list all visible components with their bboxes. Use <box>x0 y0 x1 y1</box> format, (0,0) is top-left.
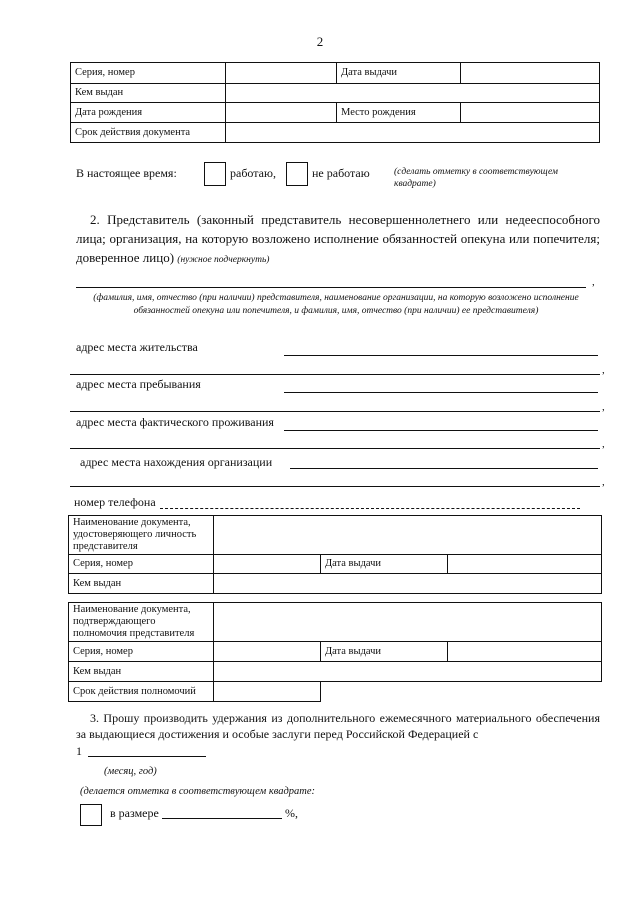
mark-note: (делается отметка в соответствующем квадрате: <box>80 786 316 797</box>
auth-doc-value[interactable] <box>214 603 602 642</box>
birth-place-label: Место рождения <box>337 103 461 123</box>
birth-date-value[interactable] <box>226 103 337 123</box>
page-number: 2 <box>316 34 324 49</box>
phone-label: номер телефона <box>74 495 156 509</box>
amount-label: в размере <box>110 806 159 820</box>
issue-date-value[interactable] <box>461 63 600 84</box>
representative-name-line[interactable] <box>76 287 586 288</box>
rep-issued-by-label: Кем выдан <box>69 574 214 594</box>
auth-issue-date-value[interactable] <box>448 642 602 662</box>
identity-document-table <box>70 62 600 143</box>
phone-line[interactable] <box>160 508 580 509</box>
auth-doc-label: Наименование документа, подтверждающего полномочия представителя <box>69 603 214 642</box>
representative-name-hint: (фамилия, имя, отчество (при наличии) представителя, наименование организации, на которую возложено исполнение обязанностей опекуна или попечителя, и фамилия, имя, отчество (при наличии) ее представителя) <box>93 293 579 316</box>
rep-series-label: Серия, номер <box>69 555 214 574</box>
percent-label: %, <box>285 806 298 820</box>
auth-validity-value[interactable] <box>214 682 321 702</box>
series-value[interactable] <box>226 63 337 84</box>
rep-doc-value[interactable] <box>214 516 602 555</box>
not-working-label: не работаю <box>312 166 370 180</box>
rep-series-value[interactable] <box>214 555 321 574</box>
actual-address-line[interactable] <box>284 430 598 431</box>
residence-address-line-2[interactable] <box>70 374 600 375</box>
rep-doc-label: Наименование документа, удостоверяющего личность представителя <box>69 516 214 555</box>
rep-issued-by-value[interactable] <box>214 574 602 594</box>
not-working-checkbox[interactable] <box>286 162 308 186</box>
stay-address-line[interactable] <box>284 392 598 393</box>
rep-issue-date-label: Дата выдачи <box>321 555 448 574</box>
employment-note: (сделать отметку в соответствующем квадрате) <box>394 167 558 189</box>
birth-date-label: Дата рождения <box>71 103 226 123</box>
org-address-line[interactable] <box>290 468 598 469</box>
birth-place-value[interactable] <box>461 103 600 123</box>
auth-series-value[interactable] <box>214 642 321 662</box>
validity-label: Срок действия документа <box>71 123 226 143</box>
org-address-line-2[interactable] <box>70 486 600 487</box>
actual-address-line-2[interactable] <box>70 448 600 449</box>
auth-issued-by-label: Кем выдан <box>69 662 214 682</box>
month-year-hint: (месяц, год) <box>104 766 157 777</box>
issue-date-label: Дата выдачи <box>337 63 461 84</box>
stay-address-label: адрес места пребывания <box>76 377 201 391</box>
residence-address-line[interactable] <box>284 355 598 356</box>
auth-validity-label: Срок действия полномочий <box>69 682 214 702</box>
auth-issued-by-value[interactable] <box>214 662 602 682</box>
representative-identity-table <box>68 515 602 594</box>
section2-paragraph <box>76 210 600 270</box>
auth-issue-date-label: Дата выдачи <box>321 642 448 662</box>
amount-line[interactable] <box>162 818 282 819</box>
employment-label: В настоящее время: <box>76 166 177 180</box>
org-address-label: адрес места нахождения организации <box>80 455 273 469</box>
section2-text: 2. Представитель (законный представитель несовершеннолетнего или недееспособного лица; организация, на которую возложено исполнение обязанностей опекуна или попечителя; доверенное лицо) <box>76 212 600 265</box>
working-label: работаю, <box>230 166 276 180</box>
actual-address-label: адрес места фактического проживания <box>76 415 274 429</box>
day-prefix: 1 <box>76 744 82 758</box>
month-year-line[interactable] <box>88 756 206 757</box>
series-label: Серия, номер <box>71 63 226 84</box>
section2-note: (нужное подчеркнуть) <box>177 255 270 265</box>
working-checkbox[interactable] <box>204 162 226 186</box>
amount-checkbox[interactable] <box>80 804 102 826</box>
auth-series-label: Серия, номер <box>69 642 214 662</box>
residence-address-label: адрес места жительства <box>76 340 198 354</box>
issued-by-value[interactable] <box>226 84 600 103</box>
stay-address-line-2[interactable] <box>70 411 600 412</box>
rep-issue-date-value[interactable] <box>448 555 602 574</box>
validity-value[interactable] <box>226 123 600 143</box>
authority-document-table <box>68 602 602 702</box>
section3-text: 3. Прошу производить удержания из дополнительного ежемесячного материального обеспечения за выдающиеся достижения и особые заслуги перед Российской Федерацией с <box>76 711 600 741</box>
issued-by-label: Кем выдан <box>71 84 226 103</box>
